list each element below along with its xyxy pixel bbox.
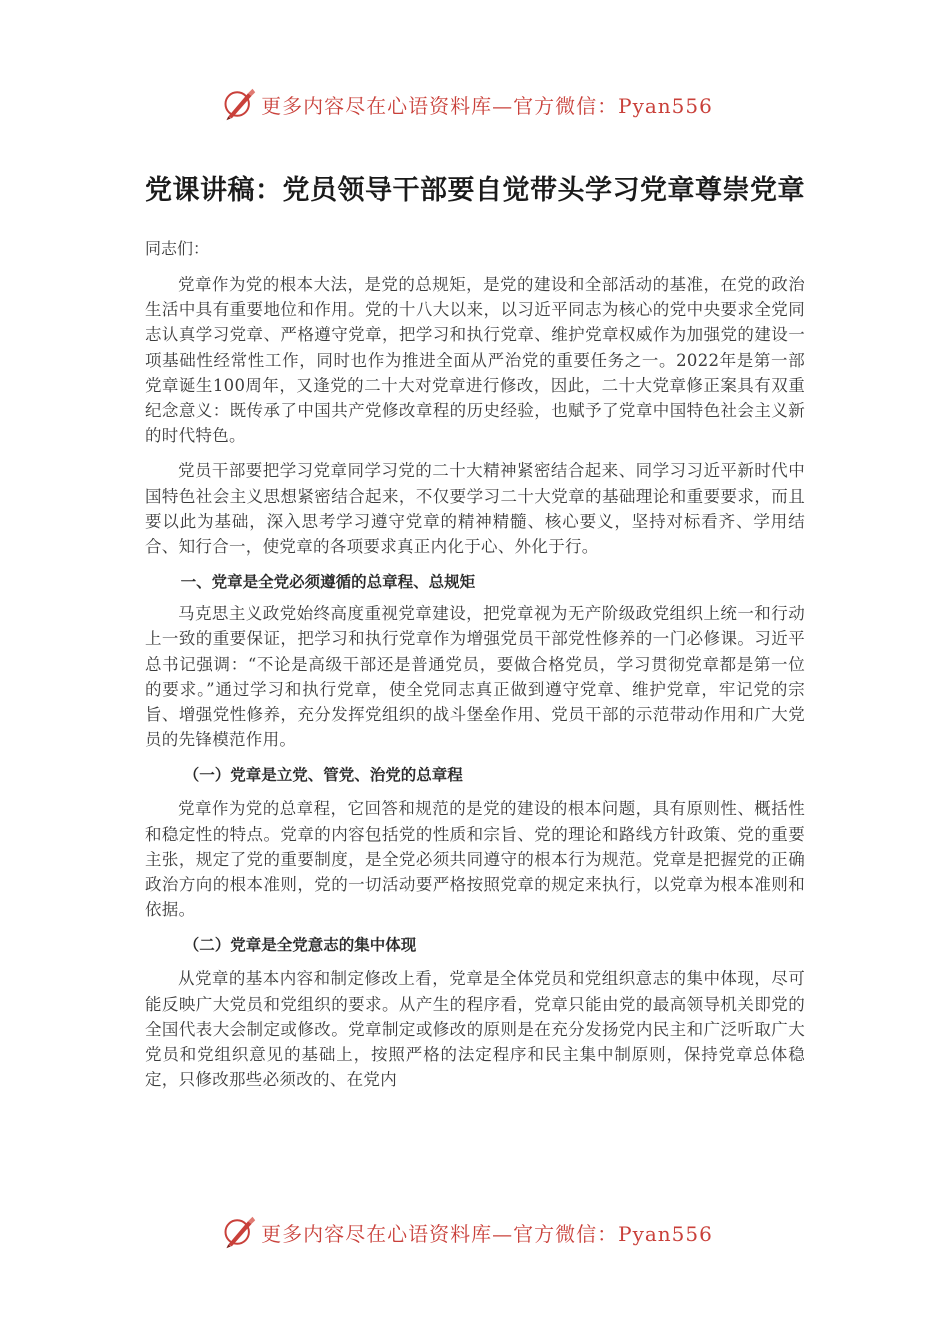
document-title: 党课讲稿：党员领导干部要自觉带头学习党章尊崇党章 (145, 175, 805, 206)
footer-watermark-text: 更多内容尽在心语资料库—官方微信：Pyan556 (261, 1221, 713, 1246)
paragraph: 党章作为党的根本大法，是党的总规矩，是党的建设和全部活动的基准，在党的政治生活中具有重要地位和作用。党的十八大以来，以习近平同志为核心的党中央要求全党同志认真学习党章、严格遵守党章，把学习和执行党章、维护党章权威作为加强党的建设一项基础性经常性工作，同时也作为推进全面从严治党的重要任务之一。2022年是第一部党章诞生100周年，又逢党的二十大对党章进行修改，因此，二十大党章修正案具有双重纪念意义：既传承了中国共产党修改章程的历史经验，也赋予了党章中国特色社会主义新的时代特色。 (145, 275, 805, 446)
paragraph: 党章作为党的总章程，它回答和规范的是党的建设的根本问题，具有原则性、概括性和稳定性的特点。党章的内容包括党的性质和宗旨、党的理论和路线方针政策、党的重要主张，规定了党的重要制度，是全党必须共同遵守的根本行为规范。党章是把握党的正确政治方向的根本准则，党的一切活动要严格按照党章的规定来执行，以党章为根本准则和依据。 (145, 799, 805, 920)
subsection-heading: （一）党章是立党、管党、治党的总章程 (183, 766, 463, 785)
salutation: 同志们： (145, 239, 210, 258)
paragraph: 从党章的基本内容和制定修改上看，党章是全体党员和党组织意志的集中体现，尽可能反映广大党员和党组织的要求。从产生的程序看，党章只能由党的最高领导机关即党的全国代表大会制定或修改。党章制定或修改的原则是在充分发扬党内民主和广泛听取广大党员和党组织意见的基础上，按照严格的法定程序和民主集中制原则，保持党章总体稳定，只修改那些必须改的、在党内 (145, 969, 805, 1090)
footer-watermark (0, 1212, 950, 1252)
paragraph: 马克思主义政党始终高度重视党章建设，把党章视为无产阶级政党组织上统一和行动上一致的重要保证，把学习和执行党章作为增强党员干部党性修养的一门必修课。习近平总书记强调：“不论是高级干部还是普通党员，要做合格党员，学习贯彻党章都是第一位的要求。”通过学习和执行党章，使全党同志真正做到遵守党章、维护党章，牢记党的宗旨、增强党性修养，充分发挥党组织的战斗堡垒作用、党员干部的示范带动作用和广大党员的先锋模范作用。 (145, 604, 805, 750)
header-watermark (0, 84, 950, 124)
pen-logo-icon (221, 1214, 257, 1250)
paragraph: 党员干部要把学习党章同学习党的二十大精神紧密结合起来、同学习习近平新时代中国特色社会主义思想紧密结合起来，不仅要学习二十大党章的基础理论和重要要求，而且要以此为基础，深入思考学习遵守党章的精神精髓、核心要义，坚持对标看齐、学用结合、知行合一，使党章的各项要求真正内化于心、外化于行。 (145, 461, 805, 557)
pen-logo-icon (221, 86, 257, 122)
section-heading: 一、党章是全党必须遵循的总章程、总规矩 (180, 573, 476, 592)
subsection-heading: （二）党章是全党意志的集中体现 (183, 936, 417, 955)
header-watermark-text: 更多内容尽在心语资料库—官方微信：Pyan556 (261, 93, 713, 118)
document-body (145, 168, 805, 1102)
